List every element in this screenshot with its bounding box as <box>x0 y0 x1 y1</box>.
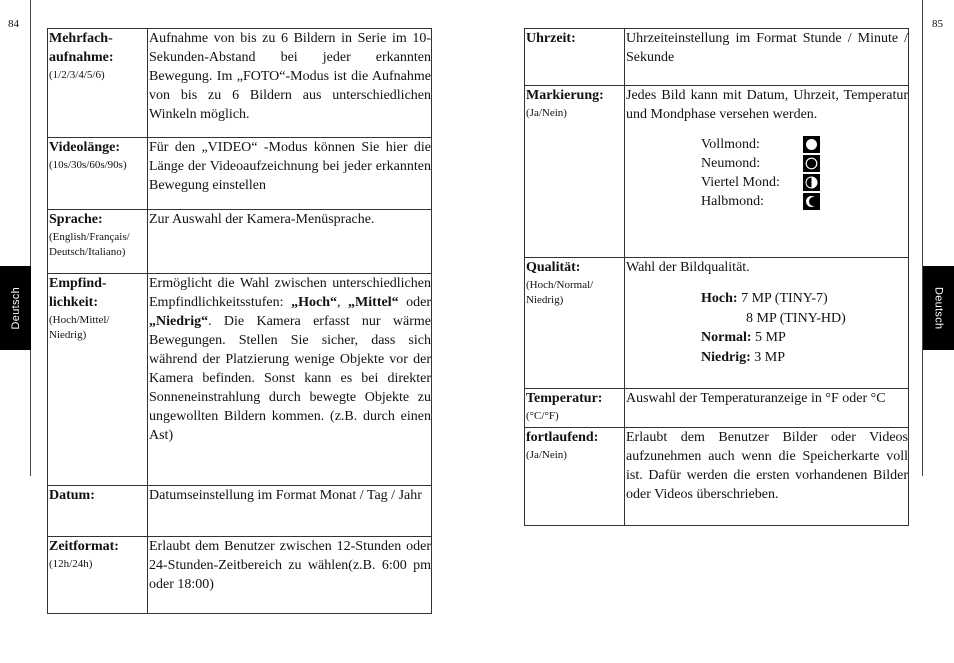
page-number-right: 85 <box>932 18 943 30</box>
settings-table-right <box>524 28 909 526</box>
moon-name: Vollmond: <box>701 137 760 152</box>
page-margin-rule-right <box>922 0 923 476</box>
full-moon-icon <box>803 136 820 153</box>
table-row-date <box>48 486 432 537</box>
moon-phase-list <box>701 135 908 211</box>
moon-name: Neumond: <box>701 156 761 171</box>
setting-label: Markierung: <box>526 88 604 103</box>
table-row-multishot <box>48 29 432 138</box>
setting-options: (Hoch/Mittel/ Niedrig) <box>49 314 110 341</box>
desc-text: Ermöglicht die Wahl zwischen unterschiedlichen Empfindlichkeitsstufen: <box>149 276 431 310</box>
table-row-time <box>525 29 909 86</box>
setting-options: (12h/24h) <box>49 558 93 570</box>
setting-options: (Hoch/Normal/ Niedrig) <box>526 279 594 306</box>
moon-row-quarter <box>701 173 908 192</box>
setting-description <box>625 258 909 389</box>
option-low: „Niedrig“ <box>149 314 209 329</box>
setting-label: Sprache: <box>49 212 103 227</box>
side-tab-label: Deutsch <box>932 286 945 330</box>
quality-normal <box>701 328 908 348</box>
table-row-continuous <box>525 428 909 526</box>
table-row-quality <box>525 258 909 389</box>
setting-label: Empfind-lichkeit: <box>49 276 107 310</box>
language-side-tab-left <box>0 266 31 350</box>
page-margin-rule-left <box>30 0 31 476</box>
setting-options: (English/Français/ Deutsch/Italiano) <box>49 231 130 258</box>
quality-high <box>701 289 908 309</box>
table-row-video-length <box>48 138 432 210</box>
setting-description: Für den „VIDEO“ -Modus können Sie hier die Länge der Videoaufzeichnung bei jeder erkannten Bewegung einstellen <box>148 138 432 210</box>
quality-level-label: Normal: <box>701 330 752 345</box>
setting-label: Videolänge: <box>49 140 121 155</box>
table-row-language <box>48 210 432 274</box>
quality-level-label: Niedrig: <box>701 349 751 365</box>
desc-text: oder <box>398 295 432 310</box>
quality-level-label: Hoch: <box>701 291 738 306</box>
quality-high-hd: 8 MP (TINY-HD) <box>746 310 846 326</box>
setting-description <box>625 86 909 258</box>
side-tab-label: Deutsch <box>9 286 22 330</box>
table-row-marking <box>525 86 909 258</box>
page-number-left: 84 <box>8 18 19 30</box>
setting-options: (10s/30s/60s/90s) <box>49 159 127 171</box>
setting-description: Uhrzeiteinstellung im Format Stunde / Minute / Sekunde <box>625 29 909 86</box>
moon-row-full <box>701 135 908 154</box>
moon-row-crescent <box>701 192 908 211</box>
quality-description-text: Wahl der Bildqualität. <box>626 260 750 275</box>
moon-name: Viertel Mond: <box>701 175 780 190</box>
setting-description: Zur Auswahl der Kamera-Menüsprache. <box>148 210 432 274</box>
setting-description: Datumseinstellung im Format Monat / Tag / Jahr <box>148 486 432 537</box>
quarter-moon-icon <box>803 174 820 191</box>
setting-description: Erlaubt dem Benutzer zwischen 12-Stunden oder 24-Stunden-Zeitbereich zu wählen(z.B. 6:00 pm oder 18:00) <box>148 537 432 614</box>
table-row-temperature <box>525 389 909 428</box>
new-moon-icon <box>803 155 820 172</box>
desc-text: . Die Kamera erfasst nur wärme Bewegungen. Stellen Sie sicher, dass sich während der Platzierung wenige Objekte vor der Kamera befinden. Sonst kann es bei direkter Sonneneinstrahlung durch bewegte Objekte zu ungewollten Bildern kommen. (z.B. durch einen Ast) <box>149 314 431 443</box>
setting-label: Qualität: <box>526 260 581 275</box>
setting-description: Aufnahme von bis zu 6 Bildern in Serie im 10-Sekunden-Abstand bei jeder erkannten Bewegung. Im „FOTO“-Modus ist die Aufnahme von bis zu 6 Bildern aus unterschiedlichen Winkeln möglich. <box>148 29 432 138</box>
language-side-tab-right <box>923 266 954 350</box>
quality-level-value: 7 MP (TINY-7) <box>741 291 828 306</box>
setting-description <box>148 274 432 486</box>
moon-name: Halbmond: <box>701 194 764 209</box>
setting-label: Mehrfach-aufnahme: <box>49 31 114 65</box>
setting-description: Auswahl der Temperaturanzeige in °F oder °C <box>625 389 909 428</box>
settings-table-left <box>47 28 432 614</box>
marking-description-text: Jedes Bild kann mit Datum, Uhrzeit, Temperatur und Mondphase versehen werden. <box>626 88 908 122</box>
quality-low <box>701 348 908 368</box>
quality-levels <box>701 289 908 367</box>
option-high: „Hoch“ <box>291 295 337 310</box>
crescent-moon-icon <box>803 193 820 210</box>
desc-text: , <box>336 295 349 310</box>
option-medium: „Mittel“ <box>348 295 399 310</box>
setting-label: Uhrzeit: <box>526 31 576 46</box>
table-row-sensitivity <box>48 274 432 486</box>
setting-options: (Ja/Nein) <box>526 107 567 119</box>
setting-options: (Ja/Nein) <box>526 449 567 461</box>
table-row-time-format <box>48 537 432 614</box>
setting-label: Temperatur: <box>526 391 603 406</box>
moon-row-new <box>701 154 908 173</box>
setting-options: (°C/°F) <box>526 410 559 422</box>
setting-label: fortlaufend: <box>526 430 599 445</box>
quality-level-value: 3 MP <box>754 349 785 365</box>
setting-description: Erlaubt dem Benutzer Bilder oder Videos aufzunehmen auch wenn die Speicherkarte voll ist. Dafür werden die ersten vorhandenen Bilder oder Videos überschrieben. <box>625 428 909 526</box>
setting-label: Datum: <box>49 488 95 503</box>
quality-level-value: 5 MP <box>755 330 786 345</box>
setting-label: Zeitformat: <box>49 539 119 554</box>
setting-options: (1/2/3/4/5/6) <box>49 69 105 81</box>
